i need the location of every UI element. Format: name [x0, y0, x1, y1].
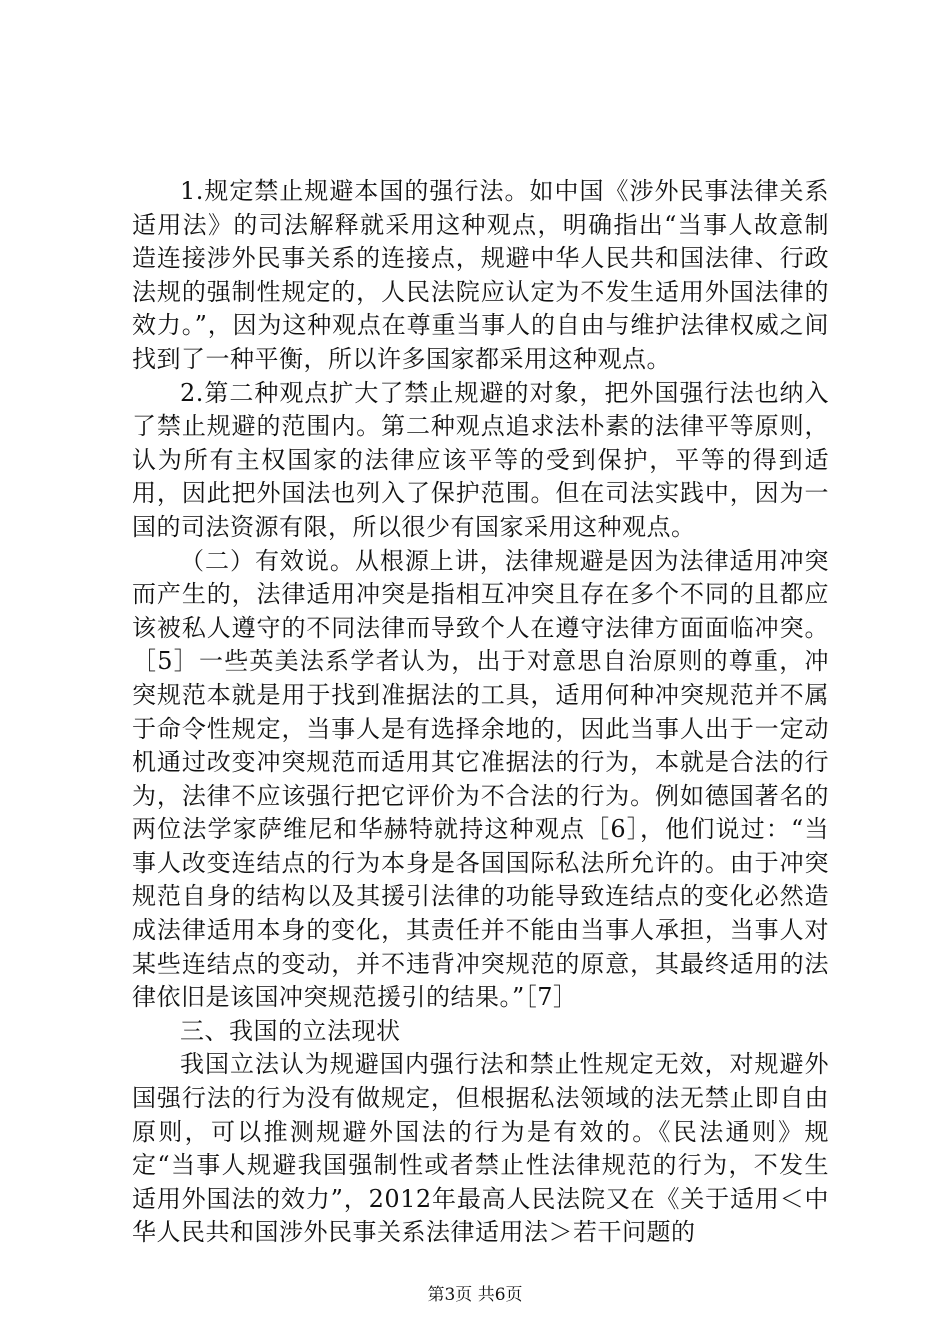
paragraph-3: （二）有效说。从根源上讲，法律规避是因为法律适用冲突而产生的，法律适用冲突是指相互冲突且存在多个不同的且都应该被私人遵守的不同法律而导致个人在遵守法律方面面临冲突。［5］一些英美法系学者认为，出于对意思自治原则的尊重，冲突规范本就是用于找到准据法的工具，适用何种冲突规范并不属于命令性规定，当事人是有选择余地的，因此当事人出于一定动机通过改变冲突规范而适用其它准据法的行为，本就是合法的行为，法律不应该强行把它评价为不合法的行为。例如德国著名的两位法学家萨维尼和华赫特就持这种观点［6］，他们说过：“当事人改变连结点的行为本身是各国国际私法所允许的。由于冲突规范自身的结构以及其援引法律的功能导致连结点的变化必然造成法律适用本身的变化，其责任并不能由当事人承担，当事人对某些连结点的变动，并不违背冲突规范的原意，其最终适用的法律依旧是该国冲突规范援引的结果。”［7］ — [132, 546, 829, 1012]
page-footer: 第3页 共6页 — [427, 1285, 523, 1305]
paragraph-4: 我国立法认为规避国内强行法和禁止性规定无效，对规避外国强行法的行为没有做规定，但根据私法领域的法无禁止即自由原则，可以推测规避外国法的行为是有效的。《民法通则》规定“当事人规避我国强制性或者禁止性法律规范的行为，不发生适用外国法的效力”，2012年最高人民法院又在《关于适用＜中华人民共和国涉外民事关系法律适用法＞若干问题的 — [132, 1050, 829, 1247]
document-body — [132, 175, 829, 1250]
paragraph-1: 1.规定禁止规避本国的强行法。如中国《涉外民事法律关系适用法》的司法解释就采用这种观点，明确指出“当事人故意制造连接涉外民事关系的连接点，规避中华人民共和国法律、行政法规的强制性规定的，人民法院应认定为不发生适用外国法律的效力。”，因为这种观点在尊重当事人的自由与维护法律权威之间找到了一种平衡，所以许多国家都采用这种观点。 — [132, 177, 829, 373]
paragraph-2: 2.第二种观点扩大了禁止规避的对象，把外国强行法也纳入了禁止规避的范围内。第二种观点追求法朴素的法律平等原则，认为所有主权国家的法律应该平等的受到保护，平等的得到适用，因此把外国法也列入了保护范围。但在司法实践中，因为一国的司法资源有限，所以很少有国家采用这种观点。 — [132, 378, 829, 541]
section-heading: 三、我国的立法现状 — [180, 1016, 401, 1045]
